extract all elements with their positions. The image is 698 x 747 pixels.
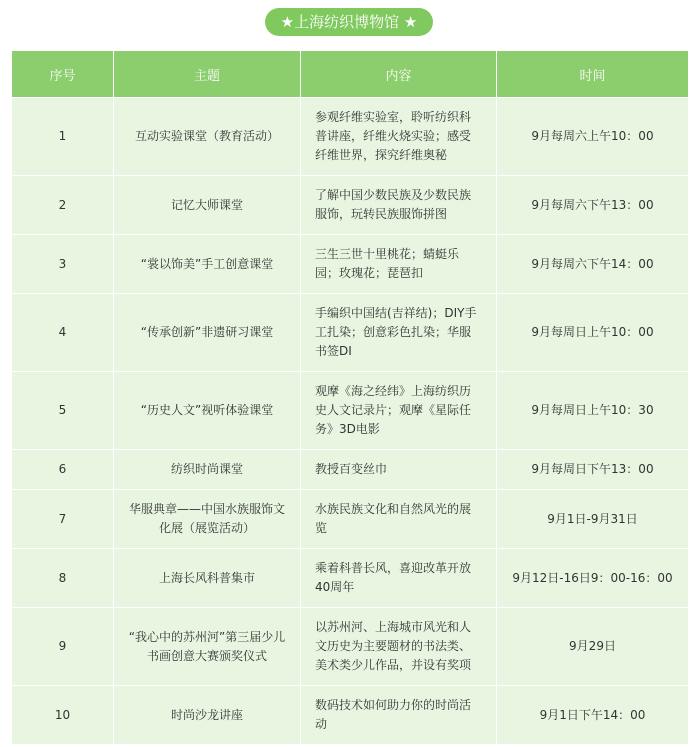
cell-number: 2 <box>12 176 114 235</box>
cell-topic: 华服典章——中国水族服饰文化展（展览活动） <box>114 490 301 549</box>
cell-topic: 上海长风科普集市 <box>114 549 301 608</box>
cell-number: 8 <box>12 549 114 608</box>
cell-number: 7 <box>12 490 114 549</box>
table-row <box>12 294 689 372</box>
cell-time: 9月1日-9月31日 <box>497 490 689 549</box>
cell-topic: 记忆大师课堂 <box>114 176 301 235</box>
cell-topic: 纺织时尚课堂 <box>114 450 301 490</box>
cell-content: 水族民族文化和自然风光的展览 <box>301 490 497 549</box>
table-row <box>12 176 689 235</box>
table-header-row <box>12 51 689 98</box>
table-row <box>12 450 689 490</box>
cell-number: 9 <box>12 608 114 686</box>
cell-content: 三生三世十里桃花；蜻蜓乐园；玫瑰花；琵琶扣 <box>301 235 497 294</box>
header-number: 序号 <box>12 51 114 98</box>
title-bar <box>0 8 698 36</box>
cell-content: 教授百变丝巾 <box>301 450 497 490</box>
cell-time: 9月每周六上午10：00 <box>497 98 689 176</box>
table-row <box>12 686 689 745</box>
cell-number: 10 <box>12 686 114 745</box>
cell-time: 9月12日-16日9：00-16：00 <box>497 549 689 608</box>
header-time: 时间 <box>497 51 689 98</box>
cell-number: 4 <box>12 294 114 372</box>
cell-number: 6 <box>12 450 114 490</box>
cell-time: 9月每周日上午10：00 <box>497 294 689 372</box>
cell-content: 以苏州河、上海城市风光和人文历史为主要题材的书法类、美术类少儿作品，并设有奖项 <box>301 608 497 686</box>
cell-topic: “历史人文”视听体验课堂 <box>114 372 301 450</box>
cell-topic: “裳以饰美”手工创意课堂 <box>114 235 301 294</box>
table-row <box>12 235 689 294</box>
cell-content: 参观纤维实验室，聆听纺织科普讲座，纤维火烧实验；感受纤维世界，探究纤维奥秘 <box>301 98 497 176</box>
cell-content: 手编织中国结(吉祥结)；DIY手工扎染；创意彩色扎染；华服书签DI <box>301 294 497 372</box>
schedule-table <box>11 50 689 745</box>
cell-number: 3 <box>12 235 114 294</box>
table-row <box>12 490 689 549</box>
cell-time: 9月29日 <box>497 608 689 686</box>
cell-topic: 互动实验课堂（教育活动） <box>114 98 301 176</box>
cell-time: 9月1日下午14：00 <box>497 686 689 745</box>
cell-time: 9月每周六下午13：00 <box>497 176 689 235</box>
header-topic: 主题 <box>114 51 301 98</box>
cell-number: 1 <box>12 98 114 176</box>
table-row <box>12 372 689 450</box>
header-content: 内容 <box>301 51 497 98</box>
cell-content: 观摩《海之经纬》上海纺织历史人文记录片；观摩《星际任务》3D电影 <box>301 372 497 450</box>
cell-content: 了解中国少数民族及少数民族服饰，玩转民族服饰拼图 <box>301 176 497 235</box>
cell-time: 9月每周日上午10：30 <box>497 372 689 450</box>
cell-topic: “我心中的苏州河”第三届少儿书画创意大赛颁奖仪式 <box>114 608 301 686</box>
cell-content: 数码技术如何助力你的时尚活动 <box>301 686 497 745</box>
cell-topic: 时尚沙龙讲座 <box>114 686 301 745</box>
table-row <box>12 608 689 686</box>
page-title: ★上海纺织博物馆 ★ <box>265 8 434 36</box>
table-row <box>12 98 689 176</box>
cell-topic: “传承创新”非遗研习课堂 <box>114 294 301 372</box>
cell-time: 9月每周六下午14：00 <box>497 235 689 294</box>
cell-content: 乘着科普长风，喜迎改革开放40周年 <box>301 549 497 608</box>
table-row <box>12 549 689 608</box>
cell-number: 5 <box>12 372 114 450</box>
cell-time: 9月每周日下午13：00 <box>497 450 689 490</box>
